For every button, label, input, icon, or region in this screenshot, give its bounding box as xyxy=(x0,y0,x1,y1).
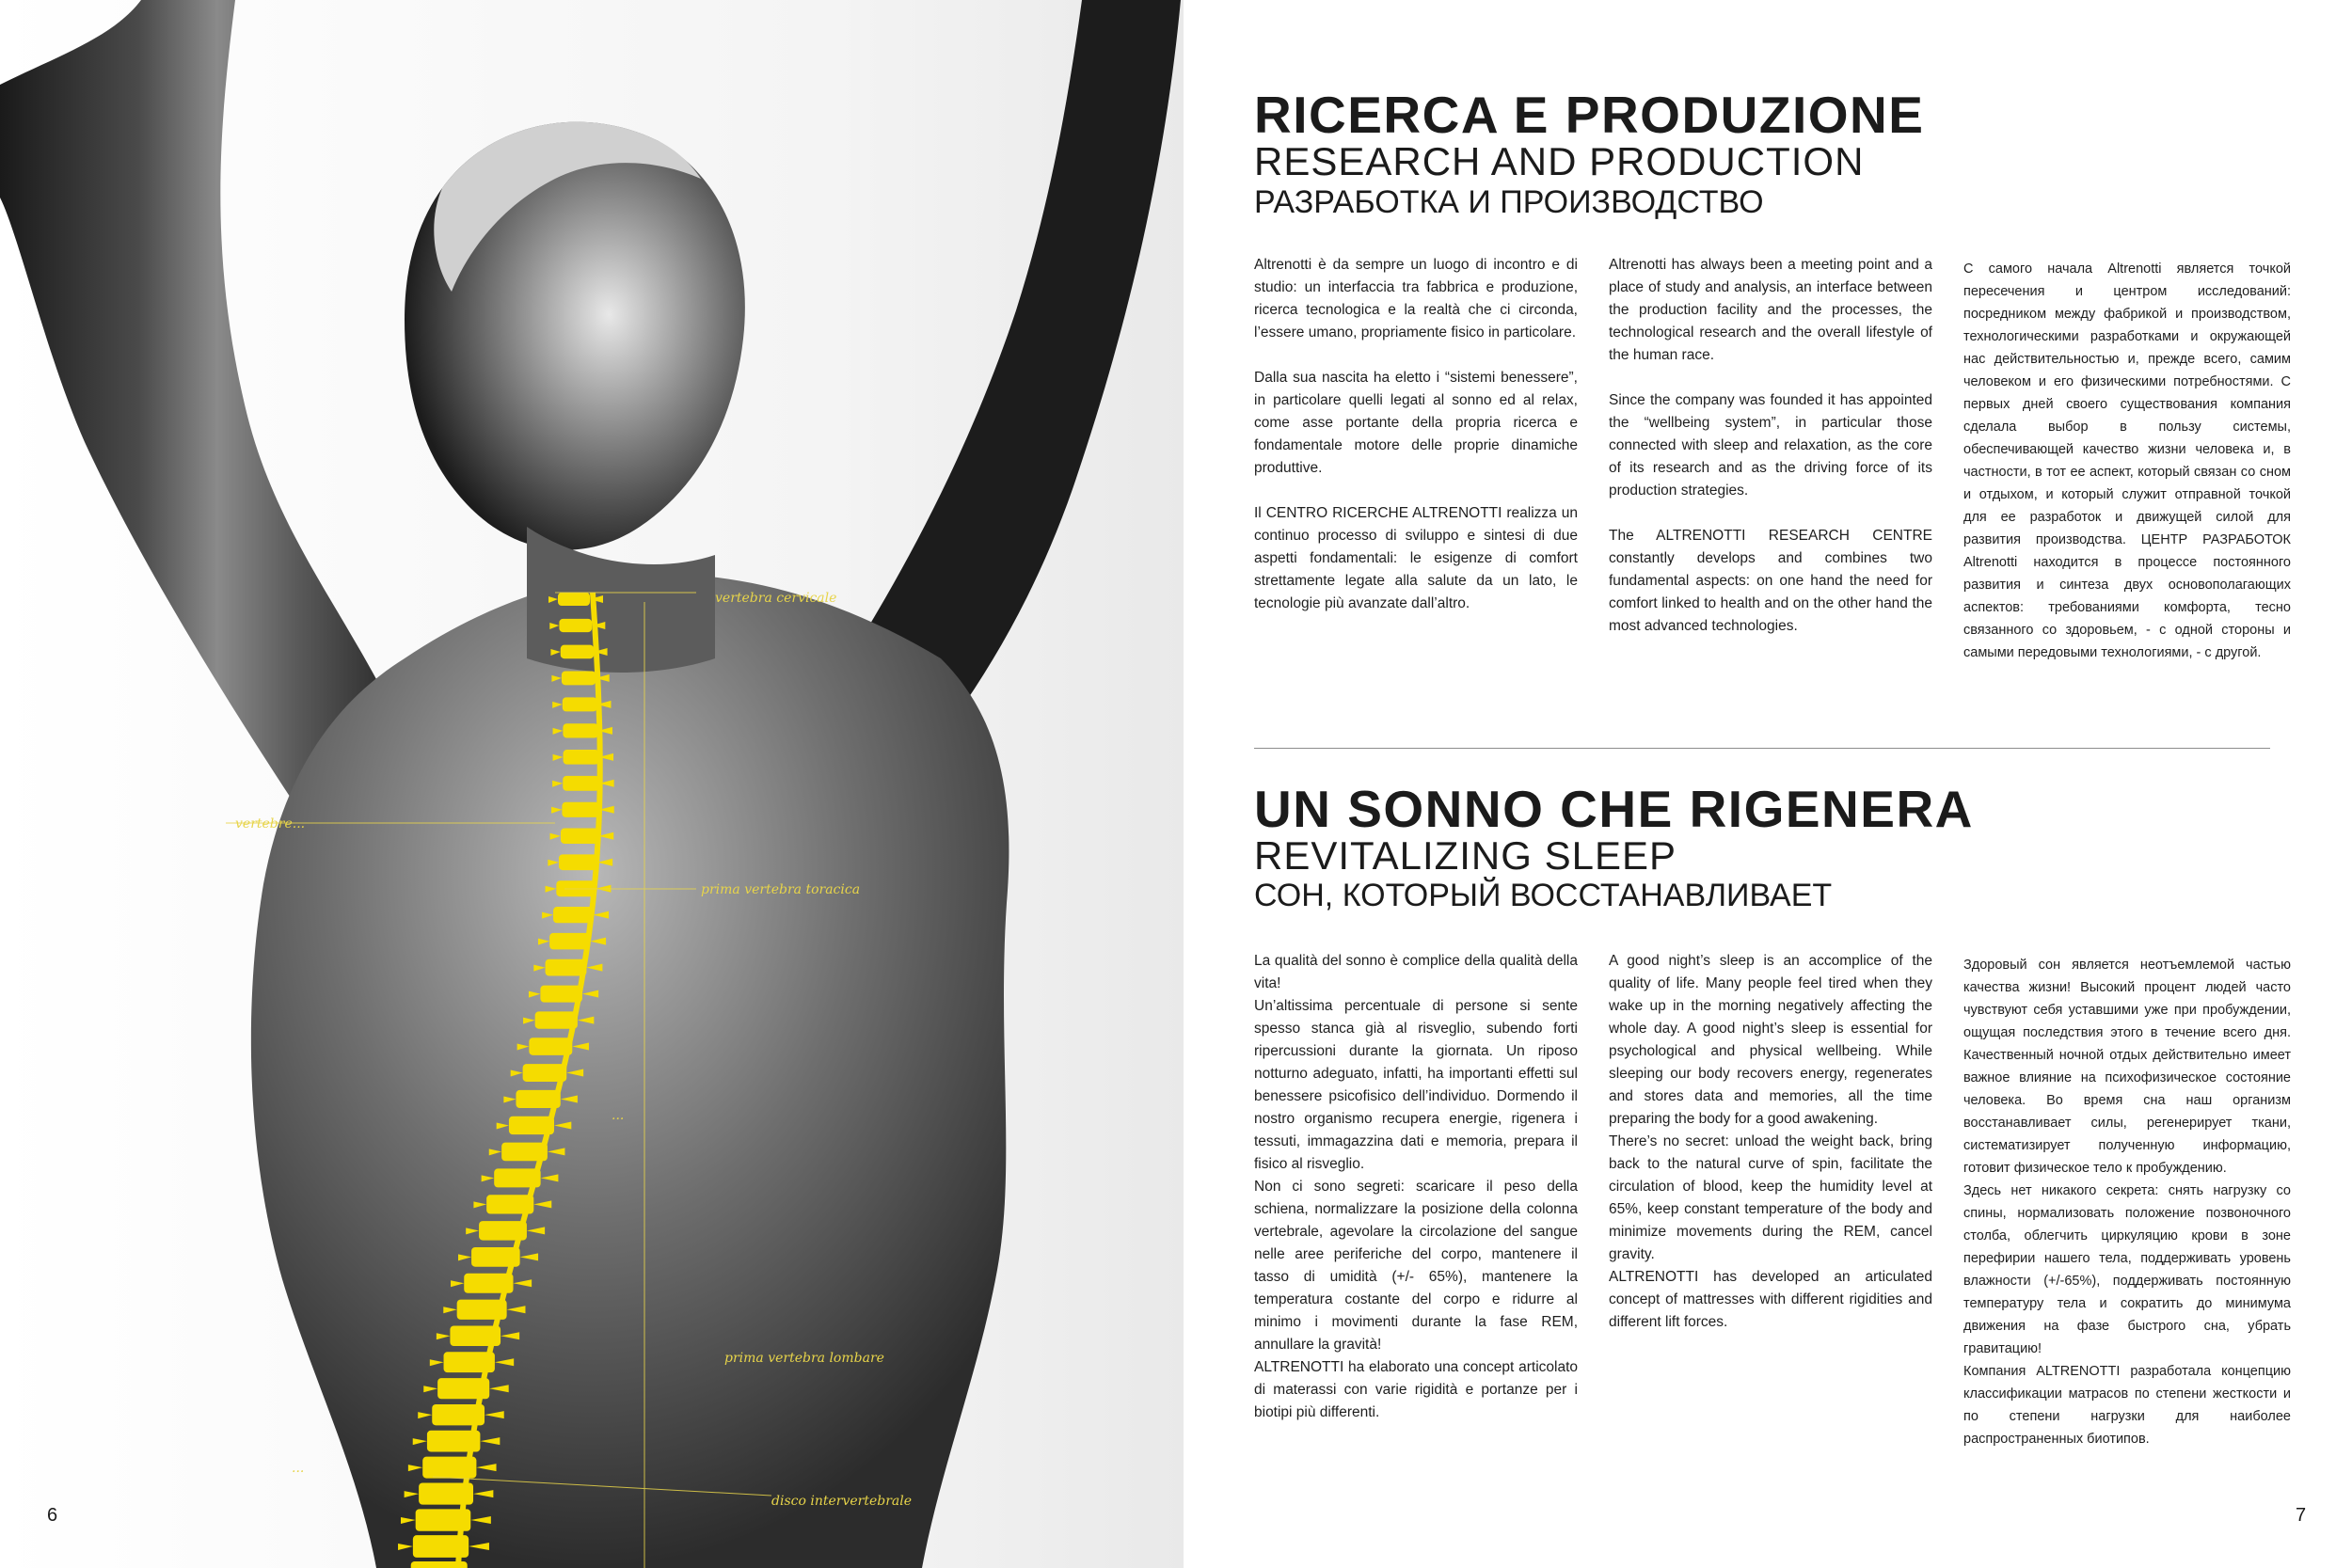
paragraph: Компания ALTRENOTTI разработала концепцию классификации матрасов по степени жесткости и по степени нагрузки для наиболее распространенных биотипов. xyxy=(1963,1364,2291,1447)
section1-title-en: RESEARCH AND PRODUCTION xyxy=(1254,139,1865,183)
spine-vertebra xyxy=(562,802,599,817)
spine-vertebra xyxy=(563,776,599,791)
annotation-disc: disco intervertebrale xyxy=(771,1494,913,1509)
spine-vertebra xyxy=(553,907,593,923)
spine-vertebra xyxy=(562,672,596,686)
spine-vertebra xyxy=(564,750,599,765)
section1-title-ru: РАЗРАБОТКА И ПРОИЗВОДСТВО xyxy=(1254,184,1764,220)
annotation-low: ... xyxy=(292,1461,305,1476)
paragraph: Non ci sono segreti: scaricare il peso della schiena, normalizzare la posizione della colonna vertebrale, agevolare la circolazione del sangue nelle aree periferiche del corpo, mantenere il tasso di umidità (+/- 65%), mantenere la temperatura costante del corpo e ridurre al minimo i movimenti durante la fase REM, annullare la gravità! xyxy=(1254,1179,1578,1353)
paragraph: There’s no secret: unload the weight back, bring back to the natural curve of spin, facilitate the circulation of blood, keep the humidity level at 65%, keep constant temperature of the body and minimize movements during the REM, cancel gravity. xyxy=(1609,1133,1932,1262)
section2-title-it: UN SONNO CHE RIGENERA xyxy=(1254,780,1974,838)
spine-vertebra xyxy=(563,723,598,737)
annotation-mid: ... xyxy=(612,1108,625,1123)
page-number-right: 7 xyxy=(2296,1505,2307,1526)
right-arm xyxy=(837,0,1181,724)
section1-column-en xyxy=(1609,254,1932,638)
spine-vertebra xyxy=(561,645,594,659)
paragraph: Dalla sua nascita ha eletto i “sistemi benessere”, in particolare quelli legati al sonno ed al relax, come asse portante della propria ricerca e fondamentale motore delle proprie dinamiche produttive. xyxy=(1254,370,1578,476)
left-arm xyxy=(0,0,395,828)
annotation-thoracic: prima vertebra toracica xyxy=(701,882,861,897)
section2-column-en xyxy=(1609,950,1932,1334)
section1-column-it xyxy=(1254,254,1578,615)
paragraph: ALTRENOTTI ha elaborato una concept articolato di materassi con varie rigidità e portanze per i biotipi più differenti. xyxy=(1254,1359,1578,1420)
spine-vertebra xyxy=(558,593,590,606)
paragraph: Altrenotti has always been a meeting point and a place of study and analysis, an interface between the production facility and the processes, the technological research and the overall lifestyle of the human race. xyxy=(1609,257,1932,363)
paragraph: La qualità del sonno è complice della qualità della vita! xyxy=(1254,953,1578,991)
section2-title-ru: СОН, КОТОРЫЙ ВОССТАНАВЛИВАЕТ xyxy=(1254,878,1833,913)
paragraph: Здесь нет никакого секрета: снять нагрузку со спины, нормализовать положение позвоночного столба, облегчить циркуляцию крови в зоне перефирии нашего тела, поддерживать уровень влажности (+/-65%), поддерживать постоянную температуру тела и сократить до минимума движения на фазе быстрого сна, убрать гравитацию! xyxy=(1963,1183,2291,1356)
section2-column-it xyxy=(1254,950,1578,1424)
spine-vertebra xyxy=(561,829,598,844)
paragraph: Il CENTRO RICERCHE ALTRENOTTI realizza un continuo processo di sviluppo e sintesi di due aspetti fondamentali: le esigenze di comfort strettamente legate alla salute da un lato, le tecnologie più avanzate dall’altro. xyxy=(1254,505,1578,611)
paragraph: Altrenotti è da sempre un luogo di incontro e di studio: un interfaccia tra fabbrica e produzione, ricerca tecnologica e la realtà che ci circonda, l’essere umano, propriamente fisico in particolare. xyxy=(1254,257,1578,341)
annotation-vertebrae: vertebre... xyxy=(235,816,306,832)
spine-vertebra xyxy=(559,619,592,632)
page-number-left: 6 xyxy=(47,1505,58,1526)
annotation-cervical: vertebra cervicale xyxy=(715,591,837,606)
paragraph: ALTRENOTTI has developed an articulated concept of mattresses with different rigidities and different lift forces. xyxy=(1609,1269,1932,1330)
paragraph: Since the company was founded it has appointed the “wellbeing system”, in particular those connected with sleep and relaxation, as the core of its research and as the driving force of its production strategies. xyxy=(1609,392,1932,499)
annotation-lumbar: prima vertebra lombare xyxy=(724,1351,884,1366)
torso xyxy=(251,574,1009,1568)
section2-title-en: REVITALIZING SLEEP xyxy=(1254,833,1677,878)
section2-column-ru xyxy=(1963,954,2291,1450)
paragraph: Un’altissima percentuale di persone si sente spesso stanca già al risveglio, subendo forti ripercussioni durante la giornata. Un riposo notturno adeguato, infatti, ha importanti effetti sul benessere psicofisico dell’individuo. Dormendo il nostro organismo recupera energie, rigenera i tessuti, immagazzina dati e memoria, prepara il fisico al risveglio. xyxy=(1254,998,1578,1172)
spine-vertebra xyxy=(559,854,597,870)
paragraph: The ALTRENOTTI RESEARCH CENTRE constantly develops and combines two fundamental aspects: on one hand the need for comfort linked to health and on the other hand the most advanced technologies. xyxy=(1609,528,1932,634)
paragraph: С самого начала Altrenotti является точкой пересечения и центром исследований: посредником между фабрикой и производством, технологическими разработками и окружающей нас действительностью и, прежде всего, самим человеком и его физическими потребностями. С первых дней своего существования компания сделала выбор в пользу системы, обеспечивающей качество жизни человека и, в частности, в тот ее аспект, который связан со сном и отдыхом, и который служит отправной точкой для ее разработок и движущей силой для развития производства. ЦЕНТР РАЗРАБОТОК Altrenotti находится в процессе постоянного развития и синтеза двух основополагающих аспектов: требованиями комфорта, тесно связанного со здоровьем, - с одной стороны и самыми передовыми технологиями, - с другой. xyxy=(1963,261,2291,660)
paragraph: Здоровый сон является неотъемлемой частью качества жизни! Высокий процент людей часто чувствуют себя уставшими уже при пробуждении, ощущая последствия этого в течение всего дня. Качественный ночной отдых действительно имеет важное влияние на психофизическое состояние человека. Во время сна наш организм восстанавливает силы, регенерирует ткани, систематизирует полученную информацию, готовит физическое тело к пробуждению. xyxy=(1963,958,2291,1176)
section1-title-it: RICERCA E PRODUZIONE xyxy=(1254,86,1925,144)
paragraph: A good night’s sleep is an accomplice of the quality of life. Many people feel tired when they wake up in the morning negatively affecting the whole day. A good night’s sleep is essential for psychological and physical wellbeing. While sleeping our body recovers energy, regenerates and stores data and memories, all the time preparing the body for a good awakening. xyxy=(1609,953,1932,1127)
section1-column-ru xyxy=(1963,258,2291,664)
spine-vertebra xyxy=(563,697,597,711)
section-divider xyxy=(1254,748,2270,749)
spine-vertebra xyxy=(549,933,590,950)
